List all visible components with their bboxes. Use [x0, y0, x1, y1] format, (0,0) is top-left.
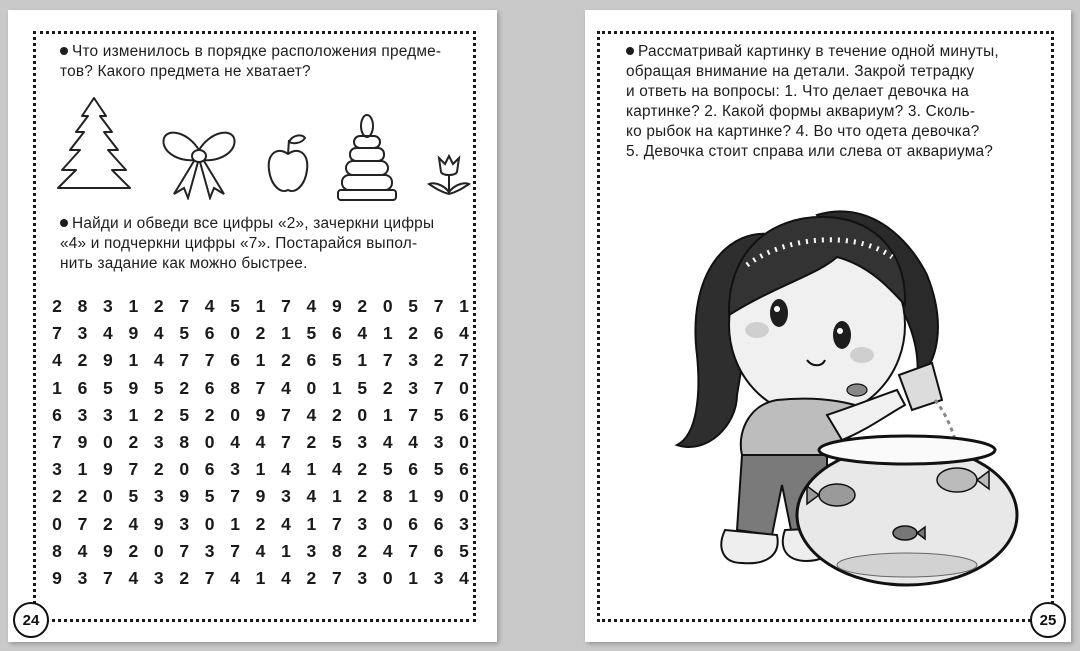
digit-cell[interactable]: 2 — [357, 459, 368, 480]
digit-cell[interactable]: 4 — [128, 567, 139, 588]
digit-cell[interactable]: 7 — [179, 540, 190, 561]
digit-cell[interactable]: 6 — [230, 350, 240, 371]
digit-cell[interactable]: 5 — [230, 296, 240, 317]
digit-cell[interactable]: 2 — [153, 296, 164, 317]
digit-cell[interactable]: 7 — [408, 404, 418, 425]
task-3-line: Рассматривай картинку в течение одной минуты, — [638, 43, 999, 60]
digit-cell[interactable]: 7 — [433, 377, 444, 398]
digit-cell[interactable]: 9 — [153, 513, 164, 534]
digit-cell[interactable]: 9 — [52, 567, 62, 588]
digit-cell[interactable]: 0 — [204, 513, 215, 534]
digit-cell[interactable]: 0 — [382, 567, 393, 588]
digit-row — [48, 375, 473, 402]
digit-cell[interactable]: 6 — [408, 513, 418, 534]
digit-cell[interactable]: 3 — [408, 350, 418, 371]
digit-cell[interactable]: 6 — [433, 513, 444, 534]
digit-cell[interactable]: 2 — [357, 540, 368, 561]
digit-cell[interactable]: 0 — [459, 486, 469, 507]
digit-cell[interactable]: 2 — [331, 404, 342, 425]
digit-cell[interactable]: 3 — [230, 459, 240, 480]
digit-cell[interactable]: 2 — [153, 459, 164, 480]
digit-cell[interactable]: 8 — [230, 377, 240, 398]
digit-cell[interactable]: 8 — [77, 296, 88, 317]
digit-cell[interactable]: 5 — [204, 486, 215, 507]
digit-cell[interactable]: 1 — [255, 459, 266, 480]
task-3-line: картинке? 2. Какой формы аквариум? 3. Сколь- — [626, 103, 976, 120]
digit-cell[interactable]: 4 — [255, 432, 266, 453]
digit-cell[interactable]: 9 — [103, 459, 113, 480]
digit-cell[interactable]: 7 — [103, 567, 113, 588]
digit-cell[interactable]: 7 — [52, 323, 62, 344]
digit-cell[interactable]: 4 — [281, 513, 291, 534]
page-number: 25 — [1030, 602, 1066, 638]
aquarium-sand — [837, 553, 977, 577]
left-eye — [770, 299, 788, 327]
digit-cell[interactable]: 6 — [77, 377, 88, 398]
digit-cell[interactable]: 4 — [281, 459, 291, 480]
digit-cell[interactable]: 3 — [204, 540, 215, 561]
digit-cell[interactable]: 6 — [433, 540, 444, 561]
digit-cell[interactable]: 1 — [255, 350, 266, 371]
digit-cell[interactable]: 3 — [357, 432, 368, 453]
digit-cell[interactable]: 9 — [433, 486, 444, 507]
bullet-icon — [60, 47, 68, 55]
digit-cell[interactable]: 5 — [382, 459, 393, 480]
digit-row — [48, 511, 473, 538]
digit-cell[interactable]: 3 — [433, 432, 444, 453]
digit-cell[interactable]: 7 — [77, 513, 88, 534]
digit-cell[interactable]: 1 — [281, 323, 291, 344]
girl-with-aquarium-illustration — [667, 195, 1047, 595]
digit-cell[interactable]: 4 — [306, 486, 317, 507]
digit-cell[interactable]: 8 — [331, 540, 342, 561]
digit-cell[interactable]: 1 — [459, 296, 469, 317]
digit-cell[interactable]: 1 — [331, 486, 342, 507]
digit-cell[interactable]: 2 — [255, 323, 266, 344]
digit-cell[interactable]: 0 — [306, 377, 317, 398]
digit-cell[interactable]: 3 — [153, 486, 164, 507]
digit-cell[interactable]: 5 — [331, 432, 342, 453]
digit-cell[interactable]: 7 — [408, 540, 418, 561]
digit-cell[interactable]: 9 — [255, 404, 266, 425]
digit-cell[interactable]: 4 — [153, 323, 164, 344]
digit-cell[interactable]: 3 — [459, 513, 469, 534]
digit-cell[interactable]: 0 — [52, 513, 62, 534]
digit-cell[interactable]: 5 — [459, 540, 469, 561]
bow-icon — [158, 122, 240, 200]
digit-cell[interactable]: 4 — [306, 296, 317, 317]
task-3-line: и ответь на вопросы: 1. Что делает девочка на — [626, 83, 969, 100]
digit-cell[interactable]: 6 — [459, 459, 469, 480]
digit-cell[interactable]: 3 — [52, 459, 62, 480]
digit-cell[interactable]: 7 — [281, 296, 291, 317]
task-2-line: «4» и подчеркни цифры «7». Постарайся выпол- — [60, 235, 418, 252]
digit-cell[interactable]: 3 — [408, 377, 418, 398]
task-1-line: тов? Какого предмета не хватает? — [60, 63, 311, 80]
bullet-icon — [626, 47, 634, 55]
digit-cell[interactable]: 4 — [408, 432, 418, 453]
digit-row — [48, 456, 473, 483]
digit-cell[interactable]: 2 — [281, 350, 291, 371]
digit-cell[interactable]: 2 — [103, 513, 113, 534]
digit-cell[interactable]: 6 — [204, 323, 215, 344]
task-1-line: Что изменилось в порядке расположения предме- — [72, 43, 442, 60]
digit-cell[interactable]: 3 — [153, 567, 164, 588]
digit-cell[interactable]: 6 — [433, 323, 444, 344]
digit-cell[interactable]: 1 — [408, 486, 418, 507]
digit-cell[interactable]: 2 — [255, 513, 266, 534]
digit-cell[interactable]: 1 — [128, 404, 139, 425]
digit-cell[interactable]: 0 — [230, 323, 240, 344]
digit-cell[interactable]: 1 — [382, 323, 393, 344]
pyramid-toy-icon — [336, 114, 398, 204]
digit-cell[interactable]: 1 — [255, 567, 266, 588]
digit-cell[interactable]: 2 — [77, 486, 88, 507]
digit-row — [48, 429, 473, 456]
digit-cell[interactable]: 7 — [179, 296, 190, 317]
digit-cell[interactable]: 5 — [306, 323, 317, 344]
digit-cell[interactable]: 4 — [153, 350, 164, 371]
digit-cell[interactable]: 0 — [153, 540, 164, 561]
digit-cell[interactable]: 6 — [408, 459, 418, 480]
digit-cell[interactable]: 5 — [357, 377, 368, 398]
digit-cell[interactable]: 3 — [357, 567, 368, 588]
digit-cell[interactable]: 1 — [281, 540, 291, 561]
digit-cell[interactable]: 3 — [357, 513, 368, 534]
digit-cell[interactable]: 1 — [306, 513, 317, 534]
task-3-line: ко рыбок на картинке? 4. Во что одета девочка? — [626, 123, 980, 140]
digit-cell[interactable]: 2 — [128, 432, 139, 453]
digit-row — [48, 538, 473, 565]
digit-cell[interactable]: 4 — [382, 540, 393, 561]
digit-cell[interactable]: 0 — [357, 404, 368, 425]
digit-cell[interactable]: 0 — [204, 432, 215, 453]
digit-cell[interactable]: 3 — [77, 404, 88, 425]
digit-row — [48, 347, 473, 374]
task-2-line: Найди и обведи все цифры «2», зачеркни цифры — [72, 215, 435, 232]
digit-cell[interactable]: 0 — [103, 432, 113, 453]
digit-cell[interactable]: 5 — [179, 404, 190, 425]
digit-cell[interactable]: 6 — [459, 404, 469, 425]
digit-cell[interactable]: 2 — [52, 296, 62, 317]
digit-cell[interactable]: 1 — [306, 459, 317, 480]
digit-cell[interactable]: 3 — [306, 540, 317, 561]
digit-cell[interactable]: 9 — [255, 486, 266, 507]
digit-cell[interactable]: 4 — [281, 377, 291, 398]
digit-cell[interactable]: 7 — [179, 350, 190, 371]
digit-row — [48, 320, 473, 347]
digit-cell[interactable]: 5 — [128, 486, 139, 507]
digit-cell[interactable]: 4 — [103, 323, 113, 344]
digit-cell[interactable]: 2 — [357, 296, 368, 317]
digit-cell[interactable]: 8 — [52, 540, 62, 561]
digit-cell[interactable]: 4 — [52, 350, 62, 371]
digit-cell[interactable]: 2 — [153, 404, 164, 425]
right-page — [585, 10, 1071, 642]
digit-cell[interactable]: 3 — [153, 432, 164, 453]
digit-cell[interactable]: 1 — [77, 459, 88, 480]
digit-cell[interactable]: 4 — [331, 459, 342, 480]
digit-cell[interactable]: 4 — [459, 323, 469, 344]
digit-cell[interactable]: 7 — [331, 567, 342, 588]
digit-cell[interactable]: 5 — [103, 377, 113, 398]
digit-cell[interactable]: 0 — [382, 296, 393, 317]
digit-cell[interactable]: 4 — [230, 432, 240, 453]
digit-row — [48, 565, 473, 592]
digit-cell[interactable]: 1 — [357, 350, 368, 371]
digit-cell[interactable]: 7 — [281, 432, 291, 453]
tulip-icon — [425, 154, 473, 198]
digit-cell[interactable]: 4 — [281, 567, 291, 588]
digit-cell[interactable]: 0 — [103, 486, 113, 507]
digit-cell[interactable]: 7 — [459, 350, 469, 371]
digit-cell[interactable]: 4 — [204, 296, 215, 317]
digit-cell[interactable]: 1 — [408, 567, 418, 588]
left-shoe — [721, 530, 777, 563]
digit-cell[interactable]: 6 — [52, 404, 62, 425]
digit-cell[interactable]: 1 — [230, 513, 240, 534]
aquarium-rim — [819, 436, 995, 464]
digit-cell[interactable]: 7 — [433, 296, 444, 317]
fish-4 — [847, 384, 867, 396]
digit-cell[interactable]: 2 — [433, 350, 444, 371]
apple-icon — [265, 132, 311, 200]
digit-cell[interactable]: 4 — [306, 404, 317, 425]
digit-cell[interactable]: 2 — [357, 486, 368, 507]
task-1-text — [60, 42, 472, 82]
digit-cell[interactable]: 7 — [281, 404, 291, 425]
digit-cell[interactable]: 7 — [52, 432, 62, 453]
digit-cell[interactable]: 9 — [128, 377, 139, 398]
digit-cell[interactable]: 0 — [459, 377, 469, 398]
task-3-line: обращая внимание на детали. Закрой тетрадку — [626, 63, 975, 80]
digit-cell[interactable]: 9 — [77, 432, 88, 453]
digit-cell[interactable]: 5 — [408, 296, 418, 317]
digit-cell[interactable]: 0 — [459, 432, 469, 453]
digit-cell[interactable]: 4 — [459, 567, 469, 588]
digit-cell[interactable]: 4 — [128, 513, 139, 534]
left-page — [8, 10, 497, 642]
digit-cell[interactable]: 1 — [52, 377, 62, 398]
digit-cell[interactable]: 7 — [230, 486, 240, 507]
digit-cell[interactable]: 2 — [204, 404, 215, 425]
digit-cell[interactable]: 3 — [179, 513, 190, 534]
digit-cell[interactable]: 7 — [331, 513, 342, 534]
digit-cell[interactable]: 5 — [331, 350, 342, 371]
digit-cell[interactable]: 0 — [179, 459, 190, 480]
digit-cell[interactable]: 4 — [77, 540, 88, 561]
digit-cell[interactable]: 3 — [77, 323, 88, 344]
digit-cell[interactable]: 5 — [153, 377, 164, 398]
digit-cell[interactable]: 7 — [255, 377, 266, 398]
right-eye — [833, 321, 851, 349]
digit-cell[interactable]: 7 — [204, 350, 215, 371]
digit-cell[interactable]: 1 — [382, 404, 393, 425]
digit-cell[interactable]: 4 — [230, 567, 240, 588]
digit-cell[interactable]: 3 — [433, 567, 444, 588]
digit-cell[interactable]: 2 — [128, 540, 139, 561]
digit-row — [48, 483, 473, 510]
digit-cell[interactable]: 2 — [52, 486, 62, 507]
bullet-icon — [60, 219, 68, 227]
digit-cell[interactable]: 3 — [103, 296, 113, 317]
digit-cell[interactable]: 3 — [103, 404, 113, 425]
digit-row — [48, 402, 473, 429]
digit-cell[interactable]: 8 — [382, 486, 393, 507]
task-3-line: 5. Девочка стоит справа или слева от аквариума? — [626, 143, 993, 160]
digit-cell[interactable]: 0 — [382, 513, 393, 534]
digit-cell[interactable]: 2 — [306, 567, 317, 588]
digit-cell[interactable]: 2 — [408, 323, 418, 344]
digit-cell[interactable]: 2 — [382, 377, 393, 398]
tree-icon — [54, 96, 134, 194]
digit-grid — [48, 293, 473, 592]
digit-cell[interactable]: 3 — [281, 486, 291, 507]
digit-cell[interactable]: 8 — [179, 432, 190, 453]
digit-cell[interactable]: 4 — [382, 432, 393, 453]
digit-cell[interactable]: 2 — [179, 567, 190, 588]
digit-cell[interactable]: 2 — [179, 377, 190, 398]
digit-cell[interactable]: 7 — [204, 567, 215, 588]
digit-cell[interactable]: 9 — [331, 296, 342, 317]
digit-cell[interactable]: 0 — [230, 404, 240, 425]
digit-cell[interactable]: 7 — [230, 540, 240, 561]
digit-cell[interactable]: 9 — [179, 486, 190, 507]
digit-cell[interactable]: 5 — [179, 323, 190, 344]
digit-cell[interactable]: 6 — [306, 350, 317, 371]
digit-cell[interactable]: 4 — [255, 540, 266, 561]
digit-cell[interactable]: 3 — [77, 567, 88, 588]
digit-cell[interactable]: 9 — [103, 540, 113, 561]
digit-cell[interactable]: 5 — [433, 459, 444, 480]
digit-cell[interactable]: 4 — [357, 323, 368, 344]
digit-cell[interactable]: 1 — [128, 350, 139, 371]
digit-row — [48, 293, 473, 320]
digit-cell[interactable]: 9 — [103, 350, 113, 371]
digit-cell[interactable]: 2 — [306, 432, 317, 453]
task-3-text — [626, 42, 1040, 162]
digit-cell[interactable]: 1 — [331, 377, 342, 398]
digit-cell[interactable]: 6 — [204, 459, 215, 480]
digit-cell[interactable]: 9 — [128, 323, 139, 344]
digit-cell[interactable]: 5 — [433, 404, 444, 425]
digit-cell[interactable]: 6 — [331, 323, 342, 344]
task-2-text — [60, 214, 472, 274]
digit-cell[interactable]: 1 — [255, 296, 266, 317]
digit-cell[interactable]: 2 — [77, 350, 88, 371]
digit-cell[interactable]: 1 — [128, 296, 139, 317]
digit-cell[interactable]: 7 — [382, 350, 393, 371]
task-2-line: нить задание как можно быстрее. — [60, 255, 308, 272]
digit-cell[interactable]: 6 — [204, 377, 215, 398]
digit-cell[interactable]: 7 — [128, 459, 139, 480]
page-number: 24 — [13, 602, 49, 638]
